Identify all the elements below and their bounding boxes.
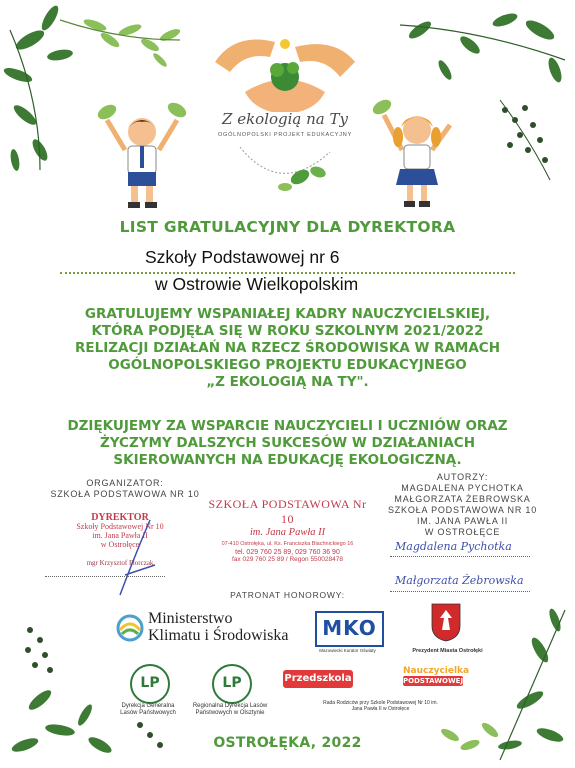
congrats-line: GRATULUJEMY WSPANIAŁEJ KADRY NAUCZYCIELSKIEJ, [84, 306, 491, 322]
przedszkola-text: Przedszkola [284, 673, 352, 684]
congrats-line: OGÓLNOPOLSKIEGO PROJEKTU EDUKACYJNEGO [108, 357, 467, 373]
logo-title: Z ekologią na Ty [222, 110, 348, 128]
patronage-label: PATRONAT HONOROWY: [230, 590, 345, 600]
ministry-logo [148, 610, 288, 644]
congrats-paragraph [30, 306, 545, 391]
footer-place-date: OSTROŁĘKA, 2022 [213, 735, 362, 751]
certificate-title: LIST GRATULACYJNY DLA DYREKTORA [119, 218, 456, 236]
organizer-label: ORGANIZATOR: [86, 478, 164, 488]
council-caption: Rada Rodziców przy Szkole Podstawowej Nr 10 im. Jana Pawła II w Ostrołęce [323, 700, 438, 712]
ministry-line: Ministerstwo [148, 610, 233, 627]
congrats-line: KTÓRA PODJĘŁA SIĘ W ROKU SZKOLNYM 2021/2022 [91, 323, 484, 339]
lp-logo [212, 664, 252, 704]
boy-icon [95, 100, 190, 215]
organizer-block [40, 478, 210, 500]
nauczycielka-top: Nauczycielka [403, 666, 470, 676]
mko-caption: Mazowiecki Kurator Oświaty [319, 648, 376, 653]
signature-line [390, 556, 530, 557]
authors-block [380, 472, 545, 538]
girl-icon [370, 95, 465, 215]
director-line: w Ostrołęce [100, 540, 140, 549]
school-stamp-patron: im. Jana Pawła II [249, 527, 326, 538]
recipient-line2: w Ostrowie Wielkopolskim [155, 274, 359, 294]
author-signature-1: Magdalena Pychotka [395, 540, 512, 553]
congrats-line: RELIZACJI DZIAŁAŃ NA RZECZ ŚRODOWISKA W RAMACH [74, 340, 500, 356]
school-stamp-fax: fax 029 760 25 89 / Regon 550028478 [232, 556, 343, 563]
congrats-line: „Z EKOLOGIĄ NA TY". [206, 374, 369, 390]
thanks-line: ŻYCZYMY DALSZYCH SUKCESÓW W DZIAŁANIACH [99, 435, 476, 451]
lp2-caption: Regionalna Dyrekcja Lasów Państwowych w Olsztynie [192, 703, 268, 716]
ministry-emblem-icon [116, 614, 144, 642]
author-line: MAGDALENA PYCHOTKA [401, 483, 524, 493]
signature-stroke [95, 515, 165, 605]
author-line: SZKOŁA PODSTAWOWA NR 10 [387, 505, 538, 515]
signature-line [45, 576, 165, 577]
mko-text: MKO [322, 616, 377, 640]
organizer-name: SZKOŁA PODSTAWOWA NR 10 [50, 489, 200, 499]
author-line: W OSTROŁĘCE [424, 527, 501, 537]
przedszkola-logo [283, 670, 353, 688]
director-title: DYREKTOR [91, 512, 149, 523]
signature-line [390, 591, 530, 592]
lp1-caption: Dyrekcja Generalna Lasów Państwowych [120, 703, 176, 716]
thanks-line: DZIĘKUJEMY ZA WSPARCIE NAUCZYCIELI I UCZNIÓW ORAZ [67, 418, 508, 434]
school-stamp-phone: tel. 029 760 25 89, 029 760 36 90 [235, 549, 340, 556]
mayor-caption: Prezydent Miasta Ostrołęki [412, 648, 483, 654]
director-line: Szkoły Podstawowej Nr 10 [76, 522, 164, 531]
author-line: MAŁGORZATA ŻEBROWSKA [394, 494, 531, 504]
lp-badge: LP [222, 675, 242, 691]
nauczycielka-bottom: PODSTAWOWEJ [403, 677, 464, 685]
lp-logo [130, 664, 170, 704]
logo-subtitle: OGÓLNOPOLSKI PROJEKT EDUKACYJNY [217, 132, 353, 138]
lp-badge: LP [140, 675, 160, 691]
thanks-line: SKIEROWANYCH NA EDUKACJĘ EKOLOGICZNĄ. [113, 452, 462, 468]
director-signature: mgr Krzysztof Florczak [86, 559, 154, 567]
project-logo [195, 22, 375, 192]
hands-plant-icon [195, 22, 375, 112]
mko-logo [315, 611, 384, 647]
nauczycielka-logo [403, 666, 470, 686]
school-stamp-name: SZKOŁA PODSTAWOWA Nr 10 [208, 497, 367, 526]
director-line: im. Jana Pawła II [92, 531, 148, 540]
school-stamp-address: 07-410 Ostrołęka, ul. Ks. Franciszka Blachnickiego 16 [221, 541, 354, 547]
author-line: IM. JANA PAWŁA II [416, 516, 509, 526]
sprout-icon [230, 142, 340, 192]
thanks-paragraph [30, 418, 545, 469]
school-stamp [205, 497, 370, 563]
author-signature-2: Małgorzata Żebrowska [395, 574, 524, 587]
authors-label: AUTORZY: [436, 472, 489, 482]
ministry-line: Klimatu i Środowiska [148, 627, 289, 644]
recipient-line1: Szkoły Podstawowej nr 6 [145, 247, 340, 267]
coat-of-arms-icon [430, 602, 462, 642]
